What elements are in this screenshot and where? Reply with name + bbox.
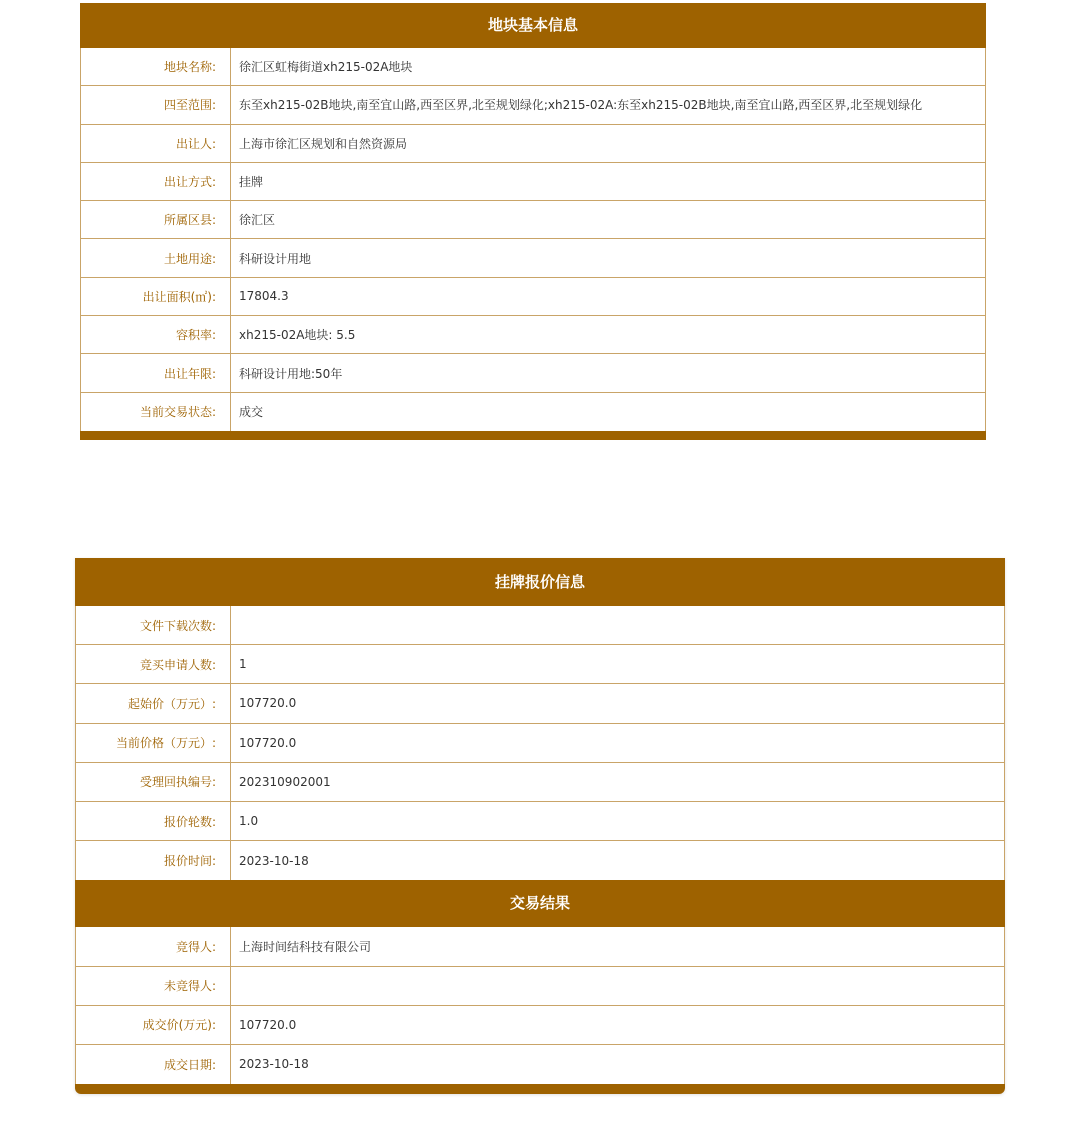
table-row <box>76 1006 1004 1045</box>
table-row <box>76 927 1004 966</box>
row-value: 17804.3 <box>239 289 289 304</box>
row-label: 出让面积(㎡): <box>81 278 231 315</box>
table-row <box>81 354 985 392</box>
row-value: 107720.0 <box>239 696 297 711</box>
row-value: 1 <box>239 657 247 672</box>
table-row <box>81 239 985 277</box>
panel-bottom-bar <box>75 1084 1005 1094</box>
row-value <box>231 606 1004 644</box>
table-row <box>76 1045 1004 1084</box>
row-label: 报价轮数: <box>76 802 231 840</box>
row-value <box>231 967 1004 1005</box>
row-label: 出让方式: <box>81 163 231 200</box>
table-row <box>76 763 1004 802</box>
row-label: 报价时间: <box>76 841 231 880</box>
table-row <box>81 201 985 239</box>
row-label: 未竞得人: <box>76 967 231 1005</box>
row-value: 徐汇区虹梅街道xh215-02A地块 <box>239 60 413 75</box>
table-row <box>76 684 1004 723</box>
row-value: 1.0 <box>239 814 259 829</box>
row-value: 徐汇区 <box>239 213 276 228</box>
table-row <box>81 125 985 163</box>
table-row <box>76 724 1004 763</box>
row-label: 竞得人: <box>76 927 231 965</box>
row-label: 出让年限: <box>81 354 231 391</box>
row-label: 所属区县: <box>81 201 231 238</box>
land-basic-info-title: 地块基本信息 <box>80 3 986 48</box>
row-label: 地块名称: <box>81 48 231 85</box>
land-basic-info-table <box>80 48 986 431</box>
result-info-title: 交易结果 <box>75 880 1005 927</box>
table-row <box>76 841 1004 880</box>
row-value: 上海时间结科技有限公司 <box>239 939 372 954</box>
row-value: 挂牌 <box>239 175 264 190</box>
table-row <box>81 393 985 431</box>
row-label: 竞买申请人数: <box>76 645 231 683</box>
table-row <box>81 48 985 86</box>
table-row <box>81 86 985 124</box>
row-value: 上海市徐汇区规划和自然资源局 <box>239 136 408 151</box>
bid-info-table <box>75 606 1005 880</box>
row-label: 成交价(万元): <box>76 1006 231 1044</box>
table-row <box>76 606 1004 645</box>
table-row <box>81 278 985 316</box>
row-label: 成交日期: <box>76 1045 231 1084</box>
row-value: 202310902001 <box>239 774 331 789</box>
table-row <box>81 163 985 201</box>
row-value: 2023-10-18 <box>239 853 309 868</box>
row-label: 土地用途: <box>81 239 231 276</box>
row-value: 科研设计用地 <box>239 251 312 266</box>
table-row <box>76 645 1004 684</box>
row-label: 文件下载次数: <box>76 606 231 644</box>
row-value: 东至xh215-02B地块,南至宜山路,西至区界,北至规划绿化;xh215-02A:东至xh215-02B地块,南至宜山路,西至区界,北至规划绿化 <box>239 98 923 113</box>
table-row <box>76 967 1004 1006</box>
panel-bottom-bar <box>80 431 986 440</box>
row-value: xh215-02A地块: 5.5 <box>239 328 356 343</box>
row-value: 107720.0 <box>239 735 297 750</box>
row-label: 受理回执编号: <box>76 763 231 801</box>
row-label: 当前交易状态: <box>81 393 231 431</box>
row-value: 科研设计用地:50年 <box>239 366 343 381</box>
row-value: 成交 <box>239 405 264 420</box>
bid-info-title: 挂牌报价信息 <box>75 558 1005 606</box>
row-label: 出让人: <box>81 125 231 162</box>
row-label: 容积率: <box>81 316 231 353</box>
row-value: 2023-10-18 <box>239 1057 309 1072</box>
bid-info-panel <box>75 558 1005 1094</box>
land-basic-info-panel <box>80 3 986 440</box>
result-info-table <box>75 927 1005 1084</box>
table-row <box>76 802 1004 841</box>
row-value: 107720.0 <box>239 1017 297 1032</box>
table-row <box>81 316 985 354</box>
row-label: 起始价（万元）: <box>76 684 231 722</box>
row-label: 四至范围: <box>81 86 231 123</box>
row-label: 当前价格（万元）: <box>76 724 231 762</box>
